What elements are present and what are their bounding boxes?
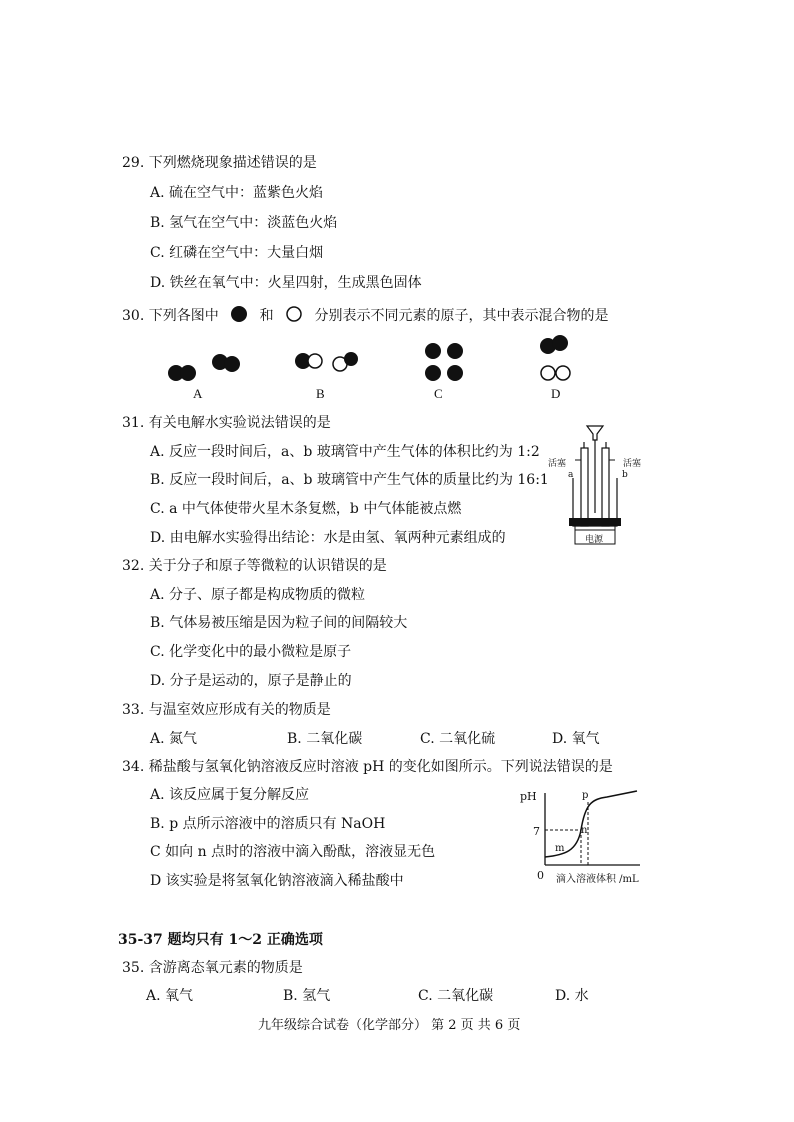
q35-option-c: C. 二氧化碳 [418, 988, 494, 1004]
filled-atom-icon [229, 305, 249, 323]
ph-seven-tick: 7 [533, 825, 540, 838]
tube-a-label: a [568, 470, 574, 480]
q31-option-b: B. 反应一段时间后，a、b 玻璃管中产生气体的质量比约为 16:1 [150, 472, 549, 488]
graph-origin-label: 0 [537, 869, 544, 882]
q30-stem-part1: 30. 下列各图中 [122, 308, 219, 324]
q30-diagram-b [295, 352, 358, 371]
q32-option-c: C. 化学变化中的最小微粒是原子 [150, 644, 352, 660]
q33-option-d: D. 氧气 [552, 731, 600, 747]
q31-option-a: A. 反应一段时间后，a、b 玻璃管中产生气体的体积比约为 1:2 [150, 444, 540, 460]
valve-left-label: 活塞 [548, 459, 567, 469]
question-32-stem: 32. 关于分子和原子等微粒的认识错误的是 [122, 558, 387, 574]
q33-option-a: A. 氮气 [150, 731, 198, 747]
q30-particle-diagrams [160, 330, 640, 390]
power-source-label: 电源 [585, 535, 604, 545]
q30-stem-part2: 和 [259, 308, 274, 324]
q29-option-a: A. 硫在空气中：蓝紫色火焰 [150, 185, 324, 201]
q31-option-d: D. 由电解水实验得出结论：水是由氢、氧两种元素组成的 [150, 530, 506, 546]
q32-option-b: B. 气体易被压缩是因为粒子间的间隔较大 [150, 615, 408, 631]
tube-b-label: b [622, 470, 628, 480]
q30-stem-part3: 分别表示不同元素的原子，其中表示混合物的是 [314, 308, 609, 324]
q30-label-b: B [316, 386, 325, 401]
question-35-stem: 35. 含游离态氧元素的物质是 [122, 960, 303, 976]
q33-option-c: C. 二氧化硫 [420, 731, 496, 747]
page-footer: 九年级综合试卷（化学部分） 第 2 页 共 6 页 [258, 1018, 521, 1033]
q33-option-b: B. 二氧化碳 [287, 731, 363, 747]
point-m-label: m [555, 843, 565, 854]
graph-x-axis-label: 滴入溶液体积 /mL [556, 874, 639, 885]
question-31-stem: 31. 有关电解水实验说法错误的是 [122, 415, 331, 431]
q32-option-d: D. 分子是运动的，原子是静止的 [150, 673, 352, 689]
q32-option-a: A. 分子、原子都是构成物质的微粒 [150, 587, 366, 603]
question-33-stem: 33. 与温室效应形成有关的物质是 [122, 702, 331, 718]
q30-diagram-d [540, 335, 570, 380]
q35-option-d: D. 水 [555, 988, 589, 1004]
question-34-stem: 34. 稀盐酸与氢氧化钠溶液反应时溶液 pH 的变化如图所示。下列说法错误的是 [122, 759, 613, 775]
q34-option-c: C 如向 n 点时的溶液中滴入酚酞，溶液显无色 [150, 844, 436, 860]
hollow-atom-icon [284, 305, 304, 323]
q29-option-d: D. 铁丝在氧气中：火星四射，生成黑色固体 [150, 275, 422, 291]
point-p-label: p [582, 790, 589, 801]
q30-label-a: A [193, 386, 203, 401]
q30-label-d: D [551, 386, 561, 401]
question-29-stem: 29. 下列燃烧现象描述错误的是 [122, 155, 317, 171]
point-n-label: n [581, 825, 588, 836]
q30-label-c: C [434, 386, 443, 401]
q34-option-d: D 该实验是将氢氧化钠溶液滴入稀盐酸中 [150, 873, 404, 889]
valve-right-label: 活塞 [623, 459, 642, 469]
q31-option-c: C. a 中气体使带火星木条复燃，b 中气体能被点燃 [150, 501, 462, 517]
q30-diagram-c [425, 343, 463, 381]
question-30-stem [122, 305, 609, 325]
q35-option-a: A. 氧气 [146, 988, 194, 1004]
q30-diagram-a [168, 354, 240, 381]
q34-option-b: B. p 点所示溶液中的溶质只有 NaOH [150, 816, 386, 832]
q35-option-b: B. 氢气 [283, 988, 331, 1004]
q29-option-b: B. 氢气在空气中：淡蓝色火焰 [150, 215, 338, 231]
q29-option-c: C. 红磷在空气中：大量白烟 [150, 245, 324, 261]
ph-axis-label: pH [520, 790, 537, 803]
electrolysis-apparatus-diagram [545, 418, 645, 548]
section-note: 35-37 题均只有 1～2 正确选项 [118, 932, 323, 948]
q34-option-a: A. 该反应属于复分解反应 [150, 787, 310, 803]
